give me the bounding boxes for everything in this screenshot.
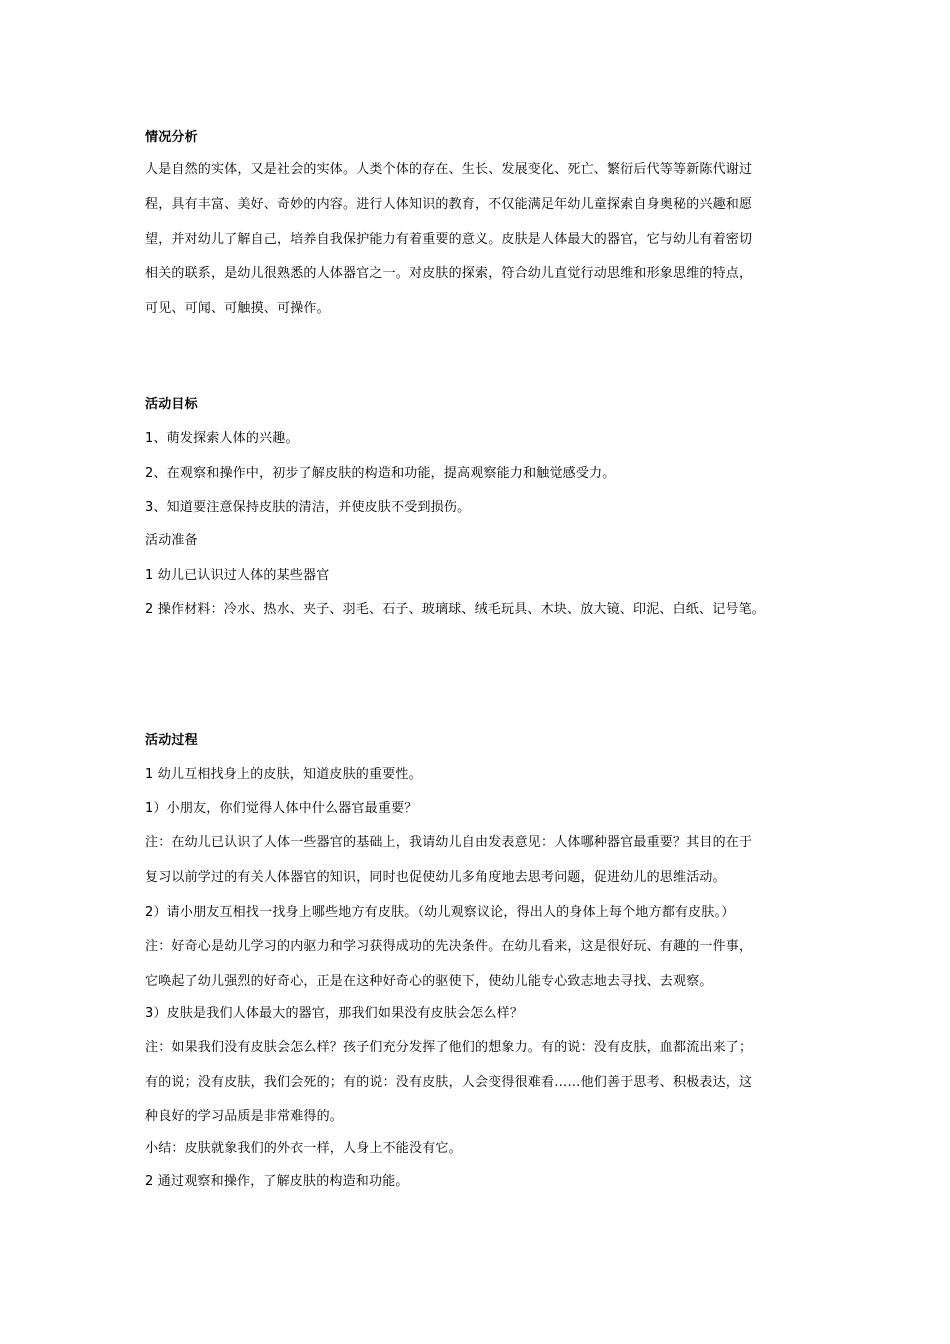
- analysis-line: 程，具有丰富、美好、奇妙的内容。进行人体知识的教育，不仅能满足年幼儿童探索自身奥秘的兴趣和愿: [145, 197, 753, 212]
- analysis-heading: 情况分析: [145, 130, 198, 145]
- process-line: 复习以前学过的有关人体器官的知识，同时也促使幼儿多角度地去思考问题，促进幼儿的思维活动。: [145, 870, 726, 885]
- preparation-heading: 活动准备: [145, 533, 198, 548]
- process-line: 小结：皮肤就象我们的外衣一样，人身上不能没有它。: [145, 1141, 462, 1156]
- process-line: 3）皮肤是我们人体最大的器官，那我们如果没有皮肤会怎么样？: [145, 1006, 524, 1021]
- process-heading: 活动过程: [145, 733, 198, 748]
- process-line: 2）请小朋友互相找一找身上哪些地方有皮肤。（幼儿观察议论，得出人的身体上每个地方都有皮肤。）: [145, 905, 735, 920]
- process-line: 注：好奇心是幼儿学习的内驱力和学习获得成功的先决条件。在幼儿看来，这是很好玩、有趣的一件事，: [145, 939, 753, 954]
- preparation-line: 1 幼儿已认识过人体的某些器官: [145, 568, 330, 583]
- preparation-line: 2 操作材料：冷水、热水、夹子、羽毛、石子、玻璃球、绒毛玩具、木块、放大镜、印泥、白纸、记号笔。: [145, 602, 766, 617]
- process-line: 1 幼儿互相找身上的皮肤，知道皮肤的重要性。: [145, 767, 422, 782]
- process-line: 2 通过观察和操作，了解皮肤的构造和功能。: [145, 1174, 409, 1189]
- process-line: 种良好的学习品质是非常难得的。: [145, 1109, 344, 1124]
- analysis-line: 相关的联系，是幼儿很熟悉的人体器官之一。对皮肤的探索，符合幼儿直觉行动思维和形象思维的特点，: [145, 266, 753, 281]
- analysis-line: 可见、可闻、可触摸、可操作。: [145, 301, 330, 316]
- process-line: 它唤起了幼儿强烈的好奇心，正是在这种好奇心的驱使下，使幼儿能专心致志地去寻找、去观察。: [145, 974, 713, 989]
- analysis-line: 人是自然的实体，又是社会的实体。人类个体的存在、生长、发展变化、死亡、繁衍后代等等新陈代谢过: [145, 162, 753, 177]
- process-line: 有的说；没有皮肤，我们会死的；有的说：没有皮肤，人会变得很难看……他们善于思考、积极表达，这: [145, 1075, 753, 1090]
- process-line: 1）小朋友，你们觉得人体中什么器官最重要？: [145, 801, 418, 816]
- goals-line: 3、知道要注意保持皮肤的清洁，并使皮肤不受到损伤。: [145, 500, 471, 515]
- goals-heading: 活动目标: [145, 397, 198, 412]
- goals-line: 2、在观察和操作中，初步了解皮肤的构造和功能，提高观察能力和触觉感受力。: [145, 466, 616, 481]
- process-line: 注：在幼儿已认识了人体一些器官的基础上，我请幼儿自由发表意见：人体哪种器官最重要？其目的在于: [145, 835, 753, 850]
- process-line: 注：如果我们没有皮肤会怎么样？孩子们充分发挥了他们的想象力。有的说：没有皮肤，血都流出来了；: [145, 1040, 753, 1055]
- goals-line: 1、萌发探索人体的兴趣。: [145, 431, 299, 446]
- analysis-line: 望，并对幼儿了解自己，培养自我保护能力有着重要的意义。皮肤是人体最大的器官，它与幼儿有着密切: [145, 232, 753, 247]
